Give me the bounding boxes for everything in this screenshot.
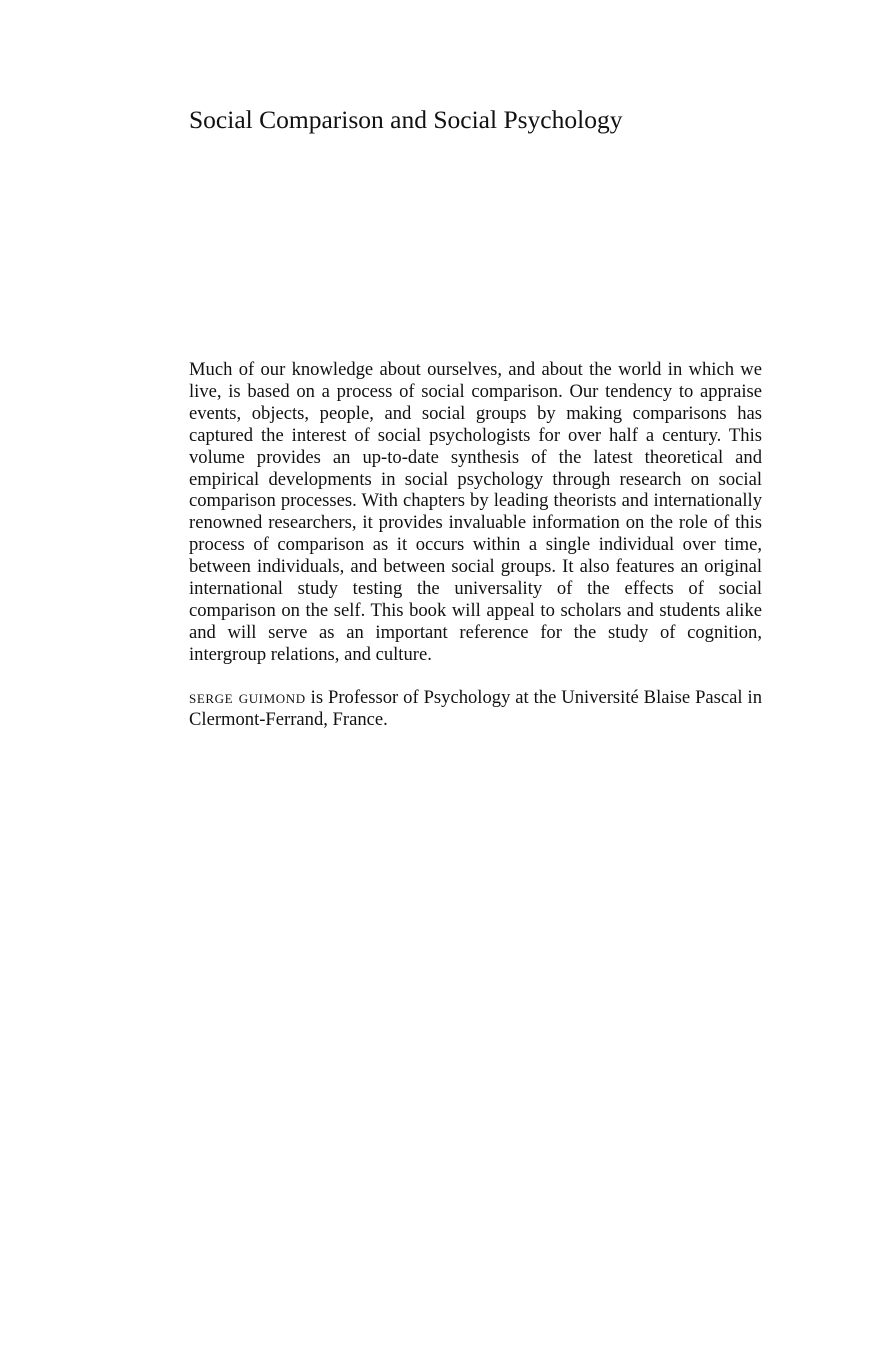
book-description: Much of our knowledge about ourselves, and about the world in which we live, is based on a process of social comparison. Our tendency to appraise events, objects, people, and social groups by making comparisons has captured the interest of social psychologists for over half a century. This volume provides an up-to-date synthesis of the latest theoretical and empirical developments in social psychology through research on social comparison processes. With chapters by leading theorists and internationally renowned researchers, it provides invaluable information on the role of this process of comparison as it occurs within a single individual over time, between individuals, and between social groups. It also features an original international study testing the universality of the effects of social comparison on the self. This book will appeal to scholars and students alike and will serve as an important reference for the study of cognition, intergroup relations, and culture. (189, 359, 762, 665)
author-bio: is Professor of Psychology at the Université Blaise Pascal in Clermont-Ferrand, France. (189, 687, 762, 730)
page-title: Social Comparison and Social Psychology (189, 105, 623, 134)
author-note (189, 687, 762, 731)
author-name: serge guimond (189, 687, 306, 708)
